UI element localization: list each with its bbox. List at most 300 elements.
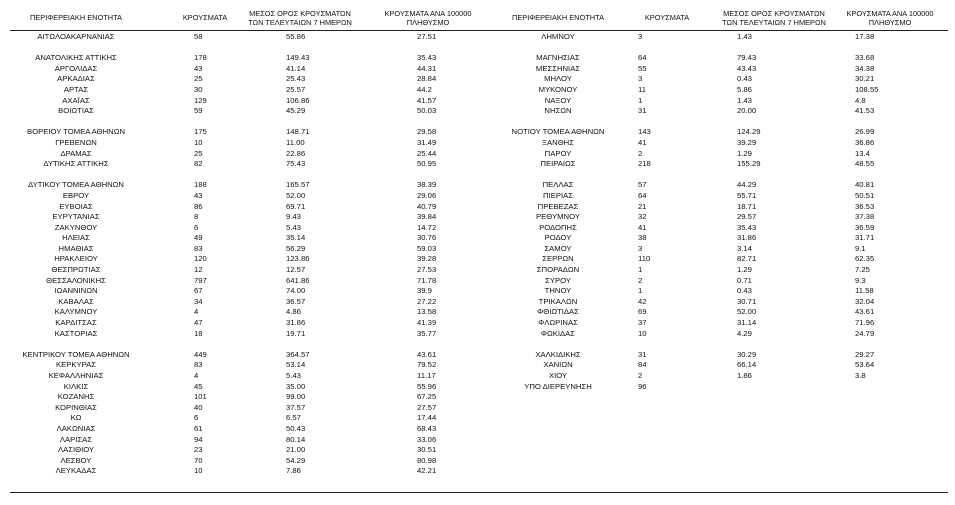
per-100k-value: 39.84 (417, 212, 437, 222)
table-row (488, 382, 948, 393)
region-name: ΠΙΕΡΙΑΣ (543, 190, 573, 200)
cases-value: 218 (638, 159, 651, 169)
cases-value: 41 (638, 222, 647, 232)
per-100k-value: 41.57 (417, 95, 437, 105)
cases-value: 61 (194, 423, 203, 433)
table-row (10, 392, 480, 403)
cases-value: 82 (194, 159, 203, 169)
per-100k-value: 32.04 (855, 296, 875, 306)
region-name: ΣΥΡΟΥ (545, 275, 571, 285)
region-name: ΧΙΟΥ (548, 371, 568, 380)
cases-value: 120 (194, 254, 207, 264)
table-row (10, 106, 480, 117)
region-name: ΚΙΛΚΙΣ (63, 381, 89, 391)
avg-7day-value: 5.86 (737, 84, 752, 94)
region-name: ΚΟΖΑΝΗΣ (57, 392, 95, 402)
header-avg-right-line2: ΤΩΝ ΤΕΛΕΥΤΑΙΩΝ 7 ΗΜΕΡΩΝ (722, 17, 826, 27)
region-name: ΗΡΑΚΛΕΙΟΥ (54, 254, 98, 264)
table-row (10, 350, 480, 361)
table-row (488, 350, 948, 361)
per-100k-value: 3.8 (855, 371, 866, 380)
table-row (488, 297, 948, 308)
region-name: ΣΕΡΡΩΝ (542, 254, 574, 264)
avg-7day-value: 7.86 (286, 466, 301, 476)
cases-value: 101 (194, 392, 207, 402)
avg-7day-value: 5.43 (286, 222, 301, 232)
cases-value: 18 (194, 328, 203, 338)
cases-value: 38 (638, 233, 647, 243)
avg-7day-value: 29.57 (737, 212, 757, 222)
table-row (10, 307, 480, 318)
region-name: ΞΑΝΘΗΣ (542, 137, 574, 147)
cases-value: 2 (638, 148, 643, 158)
avg-7day-value: 20.00 (737, 106, 757, 116)
avg-7day-value: 31.14 (737, 318, 757, 328)
avg-7day-value: 31.86 (737, 233, 757, 243)
header-per-left-line1: ΚΡΟΥΣΜΑΤΑ ΑΝΑ 100000 (384, 9, 472, 18)
header-per-right-line1: ΚΡΟΥΣΜΑΤΑ ΑΝΑ 100000 (846, 9, 934, 18)
region-name: ΝΗΣΩΝ (544, 106, 572, 116)
table-row (10, 329, 480, 340)
avg-7day-value: 56.29 (286, 243, 306, 253)
header-avg-right-line1: ΜΕΣΟΣ ΟΡΟΣ ΚΡΟΥΣΜΑΤΩΝ (723, 9, 825, 18)
cases-value: 47 (194, 318, 203, 328)
per-100k-value: 79.52 (417, 360, 437, 370)
cases-value: 23 (194, 445, 203, 455)
region-name: ΛΑΚΩΝΙΑΣ (56, 423, 96, 433)
region-name: ΔΥΤΙΚΗΣ ΑΤΤΙΚΗΣ (43, 159, 109, 169)
avg-7day-value: 50.43 (286, 423, 306, 433)
cases-value: 110 (638, 254, 651, 264)
avg-7day-value: 36.57 (286, 296, 306, 306)
region-name: ΔΥΤΙΚΟΥ ΤΟΜΕΑ ΑΘΗΝΩΝ (28, 180, 124, 190)
table-row (10, 64, 480, 75)
per-100k-value: 33.68 (855, 53, 875, 63)
per-100k-value: 13.4 (855, 148, 870, 158)
region-name: ΥΠΟ ΔΙΕΡΕΥΝΗΣΗ (524, 381, 592, 391)
avg-7day-value: 4.29 (737, 328, 752, 338)
per-100k-value: 11.58 (855, 286, 874, 296)
cases-value: 188 (194, 180, 207, 190)
table-row (488, 170, 948, 181)
per-100k-value: 43.61 (855, 307, 875, 317)
avg-7day-value: 52.00 (737, 307, 757, 317)
table-row (10, 43, 480, 54)
per-100k-value: 34.38 (855, 63, 875, 73)
table-row (488, 106, 948, 117)
avg-7day-value: 12.57 (286, 265, 306, 275)
header-avg-left (240, 10, 360, 27)
table-row (488, 32, 948, 43)
per-100k-value: 29.27 (855, 349, 875, 359)
avg-7day-value: 123.86 (286, 254, 310, 264)
table-row (10, 445, 480, 456)
cases-value: 3 (638, 74, 643, 84)
cases-value: 3 (638, 32, 643, 41)
avg-7day-value: 1.86 (737, 371, 752, 380)
left-column (10, 32, 480, 477)
per-100k-value: 27.22 (417, 296, 437, 306)
cases-value: 1 (638, 95, 643, 105)
per-100k-value: 59.03 (417, 243, 437, 253)
per-100k-value: 27.51 (417, 32, 437, 41)
avg-7day-value: 18.71 (737, 201, 757, 211)
avg-7day-value: 99.00 (286, 392, 306, 402)
per-100k-value: 24.79 (855, 328, 875, 338)
header-avg-left-line2: ΤΩΝ ΤΕΛΕΥΤΑΙΩΝ 7 ΗΜΕΡΩΝ (248, 17, 352, 27)
table-row (10, 371, 480, 382)
per-100k-value: 71.96 (855, 318, 875, 328)
cases-value: 31 (638, 106, 647, 116)
per-100k-value: 9.3 (855, 275, 866, 285)
table-row (10, 202, 480, 213)
avg-7day-value: 74.00 (286, 286, 306, 296)
avg-7day-value: 45.29 (286, 106, 306, 116)
table-row (488, 254, 948, 265)
table-row (488, 265, 948, 276)
table-row (10, 127, 480, 138)
cases-value: 25 (194, 148, 203, 158)
per-100k-value: 9.1 (855, 243, 866, 253)
per-100k-value: 29.58 (417, 127, 437, 137)
per-100k-value: 4.8 (855, 95, 866, 105)
table-row (10, 32, 480, 43)
avg-7day-value: 21.00 (286, 445, 306, 455)
per-100k-value: 108.55 (855, 84, 879, 94)
avg-7day-value: 106.86 (286, 95, 310, 105)
region-name: ΛΗΜΝΟΥ (541, 32, 575, 41)
per-100k-value: 37.38 (855, 212, 875, 222)
cases-value: 83 (194, 243, 203, 253)
avg-7day-value: 41.14 (286, 63, 306, 73)
avg-7day-value: 1.43 (737, 32, 752, 41)
cases-value: 2 (638, 275, 643, 285)
table-row (10, 191, 480, 202)
table-row (10, 53, 480, 64)
region-name: ΓΡΕΒΕΝΩΝ (55, 137, 97, 147)
table-row (10, 265, 480, 276)
cases-value: 59 (194, 106, 203, 116)
region-name: ΛΕΣΒΟΥ (60, 455, 92, 465)
per-100k-value: 30.76 (417, 233, 437, 243)
avg-7day-value: 35.43 (737, 222, 757, 232)
table-row (488, 286, 948, 297)
region-name: ΚΕΡΚΥΡΑΣ (55, 360, 97, 370)
per-100k-value: 55.96 (417, 381, 437, 391)
table-row (488, 96, 948, 107)
region-name: ΣΑΜΟΥ (544, 243, 572, 253)
table-row (10, 318, 480, 329)
per-100k-value: 36.59 (855, 222, 875, 232)
cases-value: 8 (194, 212, 199, 222)
cases-value: 69 (638, 307, 647, 317)
region-name: ΚΕΝΤΡΙΚΟΥ ΤΟΜΕΑ ΑΘΗΝΩΝ (22, 349, 130, 359)
avg-7day-value: 25.57 (286, 84, 306, 94)
region-name: ΗΛΕΙΑΣ (62, 233, 90, 243)
cases-value: 49 (194, 233, 203, 243)
avg-7day-value: 75.43 (286, 159, 306, 169)
table-row (10, 223, 480, 234)
per-100k-value: 36.86 (855, 137, 875, 147)
region-name: ΜΕΣΣΗΝΙΑΣ (535, 63, 581, 73)
region-name: ΚΑΛΥΜΝΟΥ (54, 307, 98, 317)
per-100k-value: 42.21 (417, 466, 437, 476)
cases-value: 86 (194, 201, 203, 211)
header-per-right (836, 10, 944, 27)
region-name: ΑΡΚΑΔΙΑΣ (57, 74, 95, 84)
region-name: ΤΗΝΟΥ (544, 286, 572, 296)
cases-value: 67 (194, 286, 203, 296)
region-name: ΛΑΣΙΘΙΟΥ (57, 445, 95, 455)
region-name: ΑΡΤΑΣ (63, 84, 89, 94)
region-name: ΚΟΡΙΝΘΙΑΣ (55, 402, 97, 412)
per-100k-value: 14.72 (417, 222, 437, 232)
table-row (488, 233, 948, 244)
table-row (488, 43, 948, 54)
region-name: ΝΑΞΟΥ (544, 95, 572, 105)
cases-value: 4 (194, 371, 199, 380)
cases-value: 6 (194, 222, 199, 232)
region-name: ΠΕΛΛΑΣ (542, 180, 574, 190)
region-name: ΛΑΡΙΣΑΣ (59, 434, 93, 444)
cases-value: 4 (194, 307, 199, 317)
cases-value: 129 (194, 95, 207, 105)
table-row (488, 149, 948, 160)
cases-value: 94 (194, 434, 203, 444)
region-name: ΑΧΑΪΑΣ (62, 95, 90, 105)
table-row (488, 53, 948, 64)
avg-7day-value: 31.86 (286, 318, 306, 328)
cases-value: 84 (638, 360, 647, 370)
avg-7day-value: 79.43 (737, 53, 757, 63)
table-row (10, 244, 480, 255)
avg-7day-value: 55.71 (737, 190, 757, 200)
region-name: ΕΒΡΟΥ (62, 190, 90, 200)
region-name: ΒΟΡΕΙΟΥ ΤΟΜΕΑ ΑΘΗΝΩΝ (26, 127, 126, 137)
per-100k-value: 44.31 (417, 63, 437, 73)
per-100k-value: 44.2 (417, 84, 432, 94)
table-row (488, 85, 948, 96)
avg-7day-value: 148.71 (286, 127, 310, 137)
per-100k-value: 41.39 (417, 318, 437, 328)
per-100k-value: 17.38 (855, 32, 875, 41)
table-row (10, 403, 480, 414)
right-column (488, 32, 948, 392)
region-name: ΦΘΙΩΤΙΔΑΣ (537, 307, 579, 317)
table-row (488, 223, 948, 234)
header-region-right: ΠΕΡΙΦΕΡΕΙΑΚΗ ΕΝΟΤΗΤΑ (512, 13, 604, 22)
cases-value: 175 (194, 127, 207, 137)
avg-7day-value: 124.29 (737, 127, 761, 137)
per-100k-value: 43.61 (417, 349, 437, 359)
region-name: ΠΑΡΟΥ (544, 148, 572, 158)
cases-value: 31 (638, 349, 647, 359)
per-100k-value: 71.78 (417, 275, 437, 285)
table-row (10, 254, 480, 265)
per-100k-value: 62.35 (855, 254, 875, 264)
avg-7day-value: 30.71 (737, 296, 757, 306)
table-row (488, 318, 948, 329)
per-100k-value: 39.9 (417, 286, 432, 296)
avg-7day-value: 25.43 (286, 74, 306, 84)
region-name: ΑΡΓΟΛΙΔΑΣ (54, 63, 98, 73)
cases-value: 41 (638, 137, 647, 147)
region-name: ΧΑΛΚΙΔΙΚΗΣ (535, 349, 581, 359)
avg-7day-value: 0.43 (737, 74, 752, 84)
avg-7day-value: 9.43 (286, 212, 301, 222)
avg-7day-value: 149.43 (286, 53, 310, 63)
region-name: ΙΩΑΝΝΙΝΩΝ (54, 286, 98, 296)
avg-7day-value: 66.14 (737, 360, 757, 370)
region-name: ΡΟΔΟΠΗΣ (539, 222, 577, 232)
avg-7day-value: 35.14 (286, 233, 306, 243)
avg-7day-value: 1.29 (737, 265, 752, 275)
cases-value: 449 (194, 349, 207, 359)
region-name: ΑΝΑΤΟΛΙΚΗΣ ΑΤΤΙΚΗΣ (35, 53, 117, 63)
per-100k-value: 80.98 (417, 455, 437, 465)
region-name: ΦΩΚΙΔΑΣ (540, 328, 576, 338)
per-100k-value: 50.03 (417, 106, 437, 116)
header-per-left (378, 10, 478, 27)
region-name: ΚΑΡΔΙΤΣΑΣ (55, 318, 97, 328)
table-row (10, 297, 480, 308)
table-row (10, 170, 480, 181)
table-row (10, 382, 480, 393)
avg-7day-value: 22.86 (286, 148, 306, 158)
table-row (488, 74, 948, 85)
cases-value: 37 (638, 318, 647, 328)
header-avg-left-line1: ΜΕΣΟΣ ΟΡΟΣ ΚΡΟΥΣΜΑΤΩΝ (249, 9, 351, 18)
cases-value: 2 (638, 371, 643, 380)
region-name: ΛΕΥΚΑΔΑΣ (55, 466, 97, 476)
per-100k-value: 67.25 (417, 392, 437, 402)
avg-7day-value: 44.29 (737, 180, 757, 190)
per-100k-value: 28.84 (417, 74, 437, 84)
region-name: ΤΡΙΚΑΛΩΝ (538, 296, 578, 306)
avg-7day-value: 69.71 (286, 201, 306, 211)
table-row (488, 117, 948, 128)
cases-value: 1 (638, 286, 643, 296)
table-row (10, 149, 480, 160)
table-row (10, 276, 480, 287)
per-100k-value: 39.28 (417, 254, 437, 264)
avg-7day-value: 43.43 (737, 63, 757, 73)
table-row (10, 360, 480, 371)
header-region-left: ΠΕΡΙΦΕΡΕΙΑΚΗ ΕΝΟΤΗΤΑ (30, 13, 122, 22)
per-100k-value: 25.44 (417, 148, 437, 158)
cases-value: 178 (194, 53, 207, 63)
per-100k-value: 31.49 (417, 137, 437, 147)
region-name: ΡΕΘΥΜΝΟΥ (536, 212, 580, 222)
region-name: ΚΑΣΤΟΡΙΑΣ (54, 328, 98, 338)
region-name: ΡΟΔΟΥ (544, 233, 572, 243)
avg-7day-value: 165.57 (286, 180, 310, 190)
table-row (488, 180, 948, 191)
per-100k-value: 53.64 (855, 360, 875, 370)
avg-7day-value: 11.00 (286, 137, 305, 147)
avg-7day-value: 52.00 (286, 190, 306, 200)
avg-7day-value: 1.43 (737, 95, 752, 105)
avg-7day-value: 35.00 (286, 381, 306, 391)
cases-value: 25 (194, 74, 203, 84)
avg-7day-value: 19.71 (286, 328, 306, 338)
region-name: ΔΡΑΜΑΣ (60, 148, 92, 158)
region-name: ΝΟΤΙΟΥ ΤΟΜΕΑ ΑΘΗΝΩΝ (511, 127, 605, 137)
avg-7day-value: 1.29 (737, 148, 752, 158)
per-100k-value: 68.43 (417, 423, 437, 433)
per-100k-value: 41.53 (855, 106, 875, 116)
per-100k-value: 36.53 (855, 201, 875, 211)
per-100k-value: 50.51 (855, 190, 875, 200)
avg-7day-value: 155.29 (737, 159, 761, 169)
avg-7day-value: 30.29 (737, 349, 757, 359)
table-row (488, 244, 948, 255)
cases-value: 57 (638, 180, 647, 190)
table-row (10, 138, 480, 149)
per-100k-value: 48.55 (855, 159, 875, 169)
per-100k-value: 11.17 (417, 371, 436, 380)
table-row (488, 159, 948, 170)
per-100k-value: 40.81 (855, 180, 875, 190)
avg-7day-value: 4.86 (286, 307, 301, 317)
avg-7day-value: 641.86 (286, 275, 310, 285)
table-row (10, 286, 480, 297)
per-100k-value: 33.06 (417, 434, 437, 444)
region-name: ΜΑΓΝΗΣΙΑΣ (536, 53, 580, 63)
table-row (488, 202, 948, 213)
table-row (10, 339, 480, 350)
avg-7day-value: 364.57 (286, 349, 310, 359)
region-name: ΚΑΒΑΛΑΣ (58, 296, 94, 306)
cases-value: 96 (638, 381, 647, 391)
region-name: ΗΜΑΘΙΑΣ (58, 243, 94, 253)
cases-value: 45 (194, 381, 203, 391)
region-name: ΘΕΣΠΡΩΤΙΑΣ (51, 265, 101, 275)
avg-7day-value: 39.29 (737, 137, 757, 147)
per-100k-value: 31.71 (855, 233, 875, 243)
table-row (10, 435, 480, 446)
region-name: ΣΠΟΡΑΔΩΝ (536, 265, 580, 275)
table-row (10, 85, 480, 96)
per-100k-value: 35.77 (417, 328, 437, 338)
cases-value: 30 (194, 84, 203, 94)
cases-value: 11 (638, 84, 646, 94)
avg-7day-value: 3.14 (737, 243, 752, 253)
table-row (488, 64, 948, 75)
region-name: ΠΡΕΒΕΖΑΣ (537, 201, 579, 211)
region-name: ΖΑΚΥΝΘΟΥ (54, 222, 98, 232)
per-100k-value: 30.21 (855, 74, 875, 84)
header-per-right-line2: ΠΛΗΘΥΣΜΟ (868, 17, 912, 27)
cases-value: 83 (194, 360, 203, 370)
region-name: ΠΕΙΡΑΙΩΣ (540, 159, 576, 169)
table-row (10, 424, 480, 435)
table-header (10, 6, 948, 31)
table-row (488, 138, 948, 149)
avg-7day-value: 80.14 (286, 434, 306, 444)
table-row (10, 117, 480, 128)
table-row (10, 96, 480, 107)
avg-7day-value: 6.57 (286, 413, 301, 423)
table-row (488, 212, 948, 223)
table-row (10, 212, 480, 223)
per-100k-value: 38.39 (417, 180, 437, 190)
table-row (488, 191, 948, 202)
per-100k-value: 40.79 (417, 201, 437, 211)
avg-7day-value: 37.57 (286, 402, 306, 412)
region-name: ΧΑΝΙΩΝ (543, 360, 573, 370)
table-row (10, 180, 480, 191)
